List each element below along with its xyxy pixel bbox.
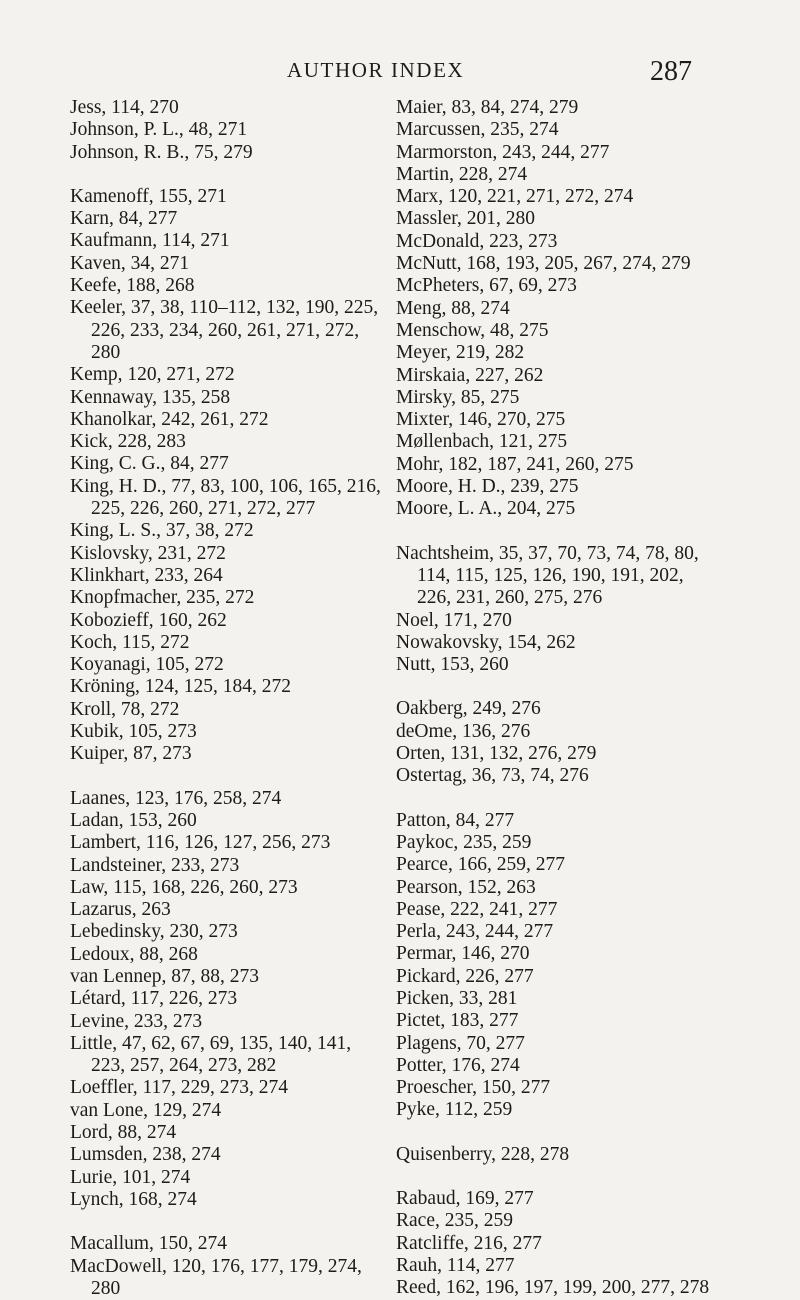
- group-gap: [396, 676, 726, 698]
- index-entry-continuation: 226, 233, 234, 260, 261, 271, 272,: [91, 319, 360, 341]
- index-entry: Møllenbach, 121, 275: [396, 431, 568, 453]
- index-entry: Oakberg, 249, 276: [396, 698, 541, 720]
- index-entry: Lambert, 116, 126, 127, 256, 273: [70, 832, 331, 854]
- group-gap: [70, 1211, 370, 1233]
- index-entry: King, H. D., 77, 83, 100, 106, 165, 216,: [70, 475, 381, 497]
- index-entry: Nachtsheim, 35, 37, 70, 73, 74, 78, 80,: [396, 542, 699, 564]
- index-entry: Létard, 117, 226, 273: [70, 988, 238, 1010]
- index-entry: Menschow, 48, 275: [396, 319, 549, 341]
- index-entry: Kick, 228, 283: [70, 431, 186, 453]
- index-entry: Pearce, 166, 259, 277: [396, 854, 565, 876]
- index-entry: Moore, L. A., 204, 275: [396, 498, 576, 520]
- index-entry: Mirskaia, 227, 262: [396, 364, 544, 386]
- index-entry: Maier, 83, 84, 274, 279: [396, 97, 579, 118]
- index-entry: King, L. S., 37, 38, 272: [70, 520, 254, 542]
- index-entry-continuation: 223, 257, 264, 273, 282: [91, 1055, 277, 1077]
- index-entry: McNutt, 168, 193, 205, 267, 274, 279: [396, 253, 691, 275]
- index-entry: Law, 115, 168, 226, 260, 273: [70, 876, 298, 898]
- index-entry: Kuiper, 87, 273: [70, 743, 192, 765]
- index-entry: Quisenberry, 228, 278: [396, 1143, 570, 1165]
- index-entry: Kamenoff, 155, 271: [70, 185, 227, 207]
- index-entry: Nowakovsky, 154, 262: [396, 631, 576, 653]
- index-entry: Ledoux, 88, 268: [70, 943, 198, 965]
- index-entry: Pearson, 152, 263: [396, 876, 536, 898]
- index-entry: Klinkhart, 233, 264: [70, 564, 223, 586]
- index-entry: Ratcliffe, 216, 277: [396, 1232, 542, 1254]
- index-entry: van Lennep, 87, 88, 273: [70, 965, 260, 987]
- index-entry: Kubik, 105, 273: [70, 721, 197, 743]
- index-entry: Potter, 176, 274: [396, 1054, 520, 1076]
- index-entry: Khanolkar, 242, 261, 272: [70, 408, 269, 430]
- index-entry: Levine, 233, 273: [70, 1010, 203, 1032]
- index-entry: Meng, 88, 274: [396, 297, 510, 319]
- group-gap: [396, 1122, 726, 1144]
- index-entry: Mixter, 146, 270, 275: [396, 409, 566, 431]
- index-entry: Reed, 162, 196, 197, 199, 200, 277, 278: [396, 1277, 710, 1299]
- index-entry: Mirsky, 85, 275: [396, 386, 520, 408]
- index-entry: McDonald, 223, 273: [396, 230, 558, 252]
- index-entry: Laanes, 123, 176, 258, 274: [70, 787, 282, 809]
- index-entry: Race, 235, 259: [396, 1210, 513, 1232]
- index-entry: Lord, 88, 274: [70, 1122, 177, 1144]
- index-entry: Marmorston, 243, 244, 277: [396, 141, 610, 163]
- index-entry: Knopfmacher, 235, 272: [70, 587, 255, 609]
- index-entry: Lurie, 101, 274: [70, 1166, 191, 1188]
- index-entry: MacDowell, 120, 176, 177, 179, 274,: [70, 1255, 362, 1277]
- index-entry: Paykoc, 235, 259: [396, 831, 532, 853]
- index-entry: van Lone, 129, 274: [70, 1099, 222, 1121]
- index-entry: Pyke, 112, 259: [396, 1099, 513, 1121]
- index-entry: Jess, 114, 270: [70, 97, 179, 118]
- running-title: AUTHOR INDEX: [287, 58, 465, 82]
- index-entry: Marcussen, 235, 274: [396, 119, 559, 141]
- index-entry: Koch, 115, 272: [70, 631, 190, 653]
- index-entry: Little, 47, 62, 67, 69, 135, 140, 141,: [70, 1032, 352, 1054]
- index-entry: Moore, H. D., 239, 275: [396, 476, 579, 498]
- index-entry: Macallum, 150, 274: [70, 1233, 228, 1255]
- index-entry: Meyer, 219, 282: [396, 342, 525, 364]
- index-entry: Orten, 131, 132, 276, 279: [396, 743, 597, 765]
- index-entry: Perla, 243, 244, 277: [396, 921, 554, 943]
- index-entry: deOme, 136, 276: [396, 720, 531, 742]
- index-entry: Patton, 84, 277: [396, 809, 515, 831]
- index-entry: King, C. G., 84, 277: [70, 453, 229, 475]
- index-entry-continuation: 226, 231, 260, 275, 276: [417, 587, 603, 609]
- index-entry: Johnson, P. L., 48, 271: [70, 119, 248, 141]
- index-column-left: [70, 97, 381, 1300]
- index-entry: Rabaud, 169, 277: [396, 1188, 534, 1210]
- index-entry: Massler, 201, 280: [396, 208, 535, 230]
- group-gap: [70, 766, 370, 788]
- index-entry-continuation: 225, 226, 260, 271, 272, 277: [91, 498, 316, 520]
- page-number: 287: [650, 56, 692, 87]
- group-gap: [396, 521, 726, 543]
- index-entry: Pease, 222, 241, 277: [396, 898, 558, 920]
- index-column-right: [396, 97, 726, 1300]
- index-entry: Kröning, 124, 125, 184, 272: [70, 676, 291, 698]
- index-entry: Rauh, 114, 277: [396, 1254, 515, 1276]
- index-entry: Pickard, 226, 277: [396, 965, 534, 987]
- index-entry: Proescher, 150, 277: [396, 1077, 551, 1099]
- index-entry: Lebedinsky, 230, 273: [70, 921, 238, 943]
- index-entry: Karn, 84, 277: [70, 208, 178, 230]
- index-entry: McPheters, 67, 69, 273: [396, 275, 577, 297]
- index-entry: Ostertag, 36, 73, 74, 276: [396, 765, 589, 787]
- page-header: [0, 58, 800, 88]
- index-entry: Keefe, 188, 268: [70, 275, 195, 297]
- index-entry: Noel, 171, 270: [396, 609, 512, 631]
- index-entry: Lumsden, 238, 274: [70, 1144, 221, 1166]
- index-entry: Landsteiner, 233, 273: [70, 854, 240, 876]
- index-entry: Martin, 228, 274: [396, 163, 528, 185]
- index-entry-continuation: 280: [91, 1277, 121, 1299]
- index-entry: Pictet, 183, 277: [396, 1010, 519, 1032]
- index-entry: Loeffler, 117, 229, 273, 274: [70, 1077, 289, 1099]
- index-entry-continuation: 280: [91, 341, 121, 363]
- index-entry: Lazarus, 263: [70, 899, 171, 921]
- index-entry: Keeler, 37, 38, 110–112, 132, 190, 225,: [70, 297, 379, 319]
- group-gap: [396, 1166, 726, 1188]
- index-entry: Kislovsky, 231, 272: [70, 542, 226, 564]
- index-entry: Picken, 33, 281: [396, 987, 518, 1009]
- index-entry: Permar, 146, 270: [396, 943, 530, 965]
- index-entry: Kaven, 34, 271: [70, 252, 190, 274]
- index-entry: Nutt, 153, 260: [396, 654, 509, 676]
- index-entry: Kennaway, 135, 258: [70, 386, 231, 408]
- index-entry: Johnson, R. B., 75, 279: [70, 141, 253, 163]
- index-entry: Mohr, 182, 187, 241, 260, 275: [396, 453, 634, 475]
- index-entry-continuation: 114, 115, 125, 126, 190, 191, 202,: [417, 564, 684, 586]
- index-entry: Kroll, 78, 272: [70, 698, 180, 720]
- index-entry: Ladan, 153, 260: [70, 809, 197, 831]
- index-entry: Marx, 120, 221, 271, 272, 274: [396, 186, 634, 208]
- index-entry: Kemp, 120, 271, 272: [70, 364, 235, 386]
- index-entry: Koyanagi, 105, 272: [70, 654, 224, 676]
- group-gap: [70, 164, 370, 186]
- group-gap: [396, 788, 726, 810]
- index-entry: Plagens, 70, 277: [396, 1032, 525, 1054]
- index-entry: Lynch, 168, 274: [70, 1188, 197, 1210]
- index-entry: Kobozieff, 160, 262: [70, 609, 227, 631]
- index-entry: Kaufmann, 114, 271: [70, 230, 230, 252]
